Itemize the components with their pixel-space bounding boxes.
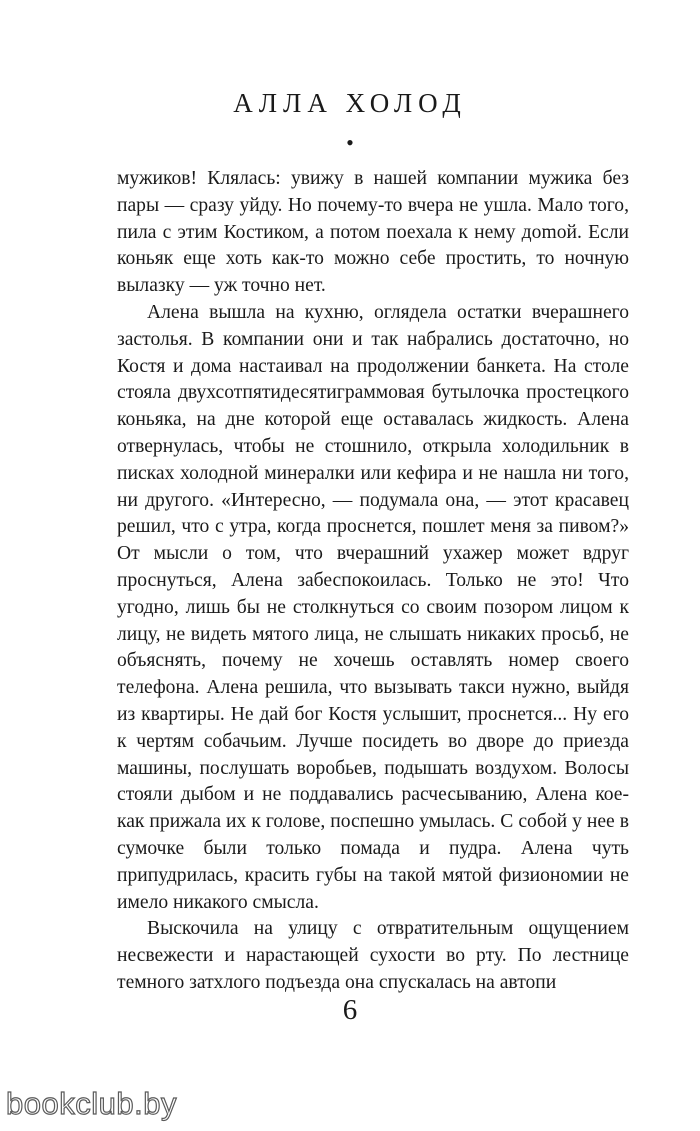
paragraph: Алена вышла на кухню, оглядела остатки вчерашнего застолья. В компании они и так набрались достаточно, но Костя и дома настаивал на продолжении банкета. На столе стояла двухсотпятидесятиграммовая бутылочка простецкого коньяка, на дне которой еще оставалась жидкость. Алена отвернулась, чтобы не стошнило, открыла холодильник в писках холодной минералки или кефира и не нашла ни того, ни другого. «Интересно, — подумала она, — этот красавец решил, что с утра, когда проснется, пошлет меня за пивом?» От мысли о том, что вчерашний ухажер может вдруг проснуться, Алена забеспокоилась. Только не это! Что угодно, лишь бы не столкнуться со своим позором лицом к лицу, не видеть мятого лица, не слышать никаких просьб, не объяснять, почему не хочешь оставлять номер своего телефона. Алена решила, что вызывать такси нужно, выйдя из квартиры. Не дай бог Костя услышит, проснется... Ну его к чертям собачьим. Лучше посидеть во дворе до приезда машины, послушать воробьев, подышать воздухом. Волосы стояли дыбом и не поддавались расчесыванию, Алена кое-как прижала их к голове, поспешно умылась. С собой у нее в сумочке были только помада и пудра. Алена чуть припудрилась, красить губы на такой мятой физиономии не имело никакого смысла. <box>117 301 629 913</box>
body-text <box>117 166 629 997</box>
ornament-dot: • <box>346 130 354 155</box>
page-number: 6 <box>342 994 358 1026</box>
running-title: АЛЛА ХОЛОД <box>233 88 467 118</box>
watermark-logo: bookclub.by <box>6 1086 177 1121</box>
paragraph: Выскочила на улицу с отвратительным ощущением несвежести и нарастающей сухости во рту. По лестнице темного затхлого подъезда она спускалась на автопи <box>117 918 629 993</box>
paragraph: мужиков! Клялась: увижу в нашей компании мужика без пары — сразу уйду. Но почему-то вчера не ушла. Мало того, пила с этим Костиком, а потом поехала к нему доmой. Если коньяк еще хоть как-то можно себе простить, то ночную вылазку — уж точно нет. <box>117 168 629 297</box>
